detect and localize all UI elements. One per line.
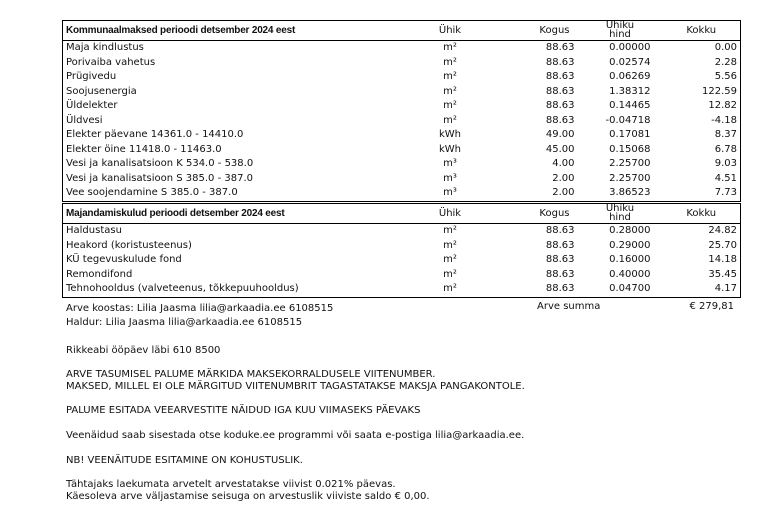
row-total: 12.82 [708, 100, 737, 111]
notice-returned-payments: MAKSED, MILLEL EI OLE MÄRGITUD VIITENUMBRIT TAGASTATAKSE MAKSJA PANGAKONTOLE. [66, 381, 525, 392]
row-name: Heakord (koristusteenus) [66, 239, 192, 251]
row-price: 0.29000 [609, 239, 651, 251]
row-unit: m² [443, 85, 457, 97]
row-total: 9.03 [714, 158, 737, 169]
row-total: 2.28 [714, 56, 737, 68]
row-qty: 88.63 [545, 225, 575, 236]
row-unit: m² [443, 100, 457, 111]
row-name: Elekter päevane 14361.0 - 14410.0 [66, 129, 244, 140]
row-total: 7.73 [714, 187, 737, 198]
row-unit: m² [443, 114, 457, 126]
qty-header: Kogus [493, 204, 578, 224]
row-total: 8.37 [714, 129, 737, 140]
row-price: 1.38312 [609, 85, 651, 97]
row-name: Vesi ja kanalisatsioon K 534.0 - 538.0 [66, 158, 254, 169]
qty-header: Kogus [493, 21, 578, 41]
row-qty: 88.63 [545, 239, 575, 251]
row-total: 6.78 [714, 143, 737, 155]
price-header [578, 21, 663, 41]
management-table [62, 203, 741, 298]
row-total: 4.17 [714, 283, 737, 294]
management-table-title: Majandamiskulud perioodi detsember 2024 eest [63, 204, 408, 224]
row-qty: 49.00 [545, 129, 575, 140]
notice-meter-submission: Veenäidud saab sisestada otse koduke.ee programmi või saata e-postiga lilia@arkaadia.ee. [66, 430, 525, 441]
unit-header: Ühik [408, 204, 493, 224]
row-total: 35.45 [708, 268, 737, 280]
row-name: Vesi ja kanalisatsioon S 385.0 - 387.0 [66, 172, 253, 184]
row-unit: m² [443, 42, 457, 53]
row-price: 0.15068 [609, 143, 651, 155]
row-qty: 88.63 [545, 85, 575, 97]
row-qty: 2.00 [552, 187, 575, 198]
utilities-table-title: Kommunaalmaksed perioodi detsember 2024 eest [63, 21, 408, 41]
row-price: 3.86523 [609, 187, 651, 198]
invoice-sum-value: € 279,81 [689, 301, 734, 312]
manager: Haldur: Lilia Jaasma lilia@arkaadia.ee 6108515 [66, 317, 303, 328]
row-name: Haldustasu [66, 225, 122, 236]
row-price: 0.00000 [609, 42, 651, 53]
row-name: Soojusenergia [66, 85, 137, 97]
price-header [578, 204, 663, 224]
table-row [63, 99, 741, 114]
table-row [63, 114, 741, 129]
row-unit: kWh [438, 143, 462, 155]
row-unit: m² [443, 283, 457, 294]
table-row [63, 128, 741, 143]
row-qty: 88.63 [545, 283, 575, 294]
compiled-by: Arve koostas: Lilia Jaasma lilia@arkaadia.ee 6108515 [66, 303, 334, 314]
row-qty: 88.63 [545, 100, 575, 111]
table-row [63, 224, 741, 239]
notice-meter-readings: PALUME ESITADA VEEARVESTITE NÄIDUD IGA KUU VIIMASEKS PÄEVAKS [66, 405, 421, 416]
row-qty: 2.00 [552, 172, 575, 184]
row-total: -4.18 [711, 114, 737, 126]
table-row [63, 70, 741, 85]
utilities-table [62, 20, 741, 202]
row-total: 0.00 [714, 42, 737, 53]
row-price: 0.40000 [609, 268, 651, 280]
table-row [63, 172, 741, 187]
row-qty: 88.63 [545, 42, 575, 53]
row-total: 14.18 [708, 254, 737, 265]
row-qty: 88.63 [545, 268, 575, 280]
row-price: 2.25700 [609, 172, 651, 184]
row-name: Vee soojendamine S 385.0 - 387.0 [66, 187, 238, 198]
unit-header: Ühik [408, 21, 493, 41]
utilities-table-header [63, 21, 741, 41]
row-price: 0.17081 [609, 129, 651, 140]
row-name: Maja kindlustus [66, 42, 144, 53]
row-unit: m² [443, 71, 457, 82]
row-price: 0.16000 [609, 254, 651, 265]
row-price: 0.02574 [609, 56, 651, 68]
row-qty: 88.63 [545, 114, 575, 126]
row-price: 2.25700 [609, 158, 651, 169]
table-row [63, 143, 741, 158]
row-unit: m³ [443, 187, 457, 198]
row-qty: 88.63 [545, 56, 575, 68]
management-table-header [63, 204, 741, 224]
row-total: 25.70 [708, 239, 737, 251]
row-unit: m² [443, 268, 457, 280]
row-total: 5.56 [714, 71, 737, 82]
row-qty: 88.63 [545, 71, 575, 82]
price-header-line2: hind [609, 29, 631, 40]
row-name: Üldvesi [66, 114, 103, 126]
row-price: 0.28000 [609, 225, 651, 236]
table-row [63, 56, 741, 71]
notice-mandatory: NB! VEENÄITUDE ESITAMINE ON KOHUSTUSLIK. [66, 455, 303, 466]
row-unit: m² [443, 239, 457, 251]
row-name: Elekter öine 11418.0 - 11463.0 [66, 143, 222, 155]
row-unit: m² [443, 225, 457, 236]
notice-late-interest: Tähtajaks laekumata arvetelt arvestatakse viivist 0.021% päevas. [66, 479, 396, 490]
hotline: Rikkeabi ööpäev läbi 610 8500 [66, 345, 221, 356]
total-header: Kokku [663, 21, 741, 41]
row-qty: 4.00 [552, 158, 575, 169]
invoice-sum-label: Arve summa [537, 301, 601, 312]
total-header: Kokku [663, 204, 741, 224]
table-row [63, 253, 741, 268]
row-total: 4.51 [714, 172, 737, 184]
row-price: -0.04718 [605, 114, 651, 126]
row-price: 0.06269 [609, 71, 651, 82]
table-row [63, 186, 741, 201]
row-unit: kWh [438, 129, 462, 140]
table-row [63, 239, 741, 254]
table-row [63, 41, 741, 56]
table-row [63, 282, 741, 297]
notice-interest-balance: Käesoleva arve väljastamise seisuga on arvestuslik viiviste saldo € 0,00. [66, 491, 430, 502]
row-unit: m³ [443, 158, 457, 169]
row-name: Tehnohooldus (valveteenus, tõkkepuuhooldus) [66, 283, 299, 294]
row-unit: m² [443, 56, 457, 68]
notice-reference-number: ARVE TASUMISEL PALUME MÄRKIDA MAKSEKORRALDUSELE VIITENUMBER. [66, 369, 436, 380]
row-name: Remondifond [66, 268, 133, 280]
row-unit: m³ [443, 172, 457, 184]
row-name: Prügivedu [66, 71, 117, 82]
price-header-line1: Ühiku [605, 203, 635, 214]
price-header-line1: Ühiku [605, 20, 635, 31]
row-name: Üldelekter [66, 100, 118, 111]
table-row [63, 85, 741, 100]
row-total: 24.82 [708, 225, 737, 236]
row-unit: m² [443, 254, 457, 265]
row-price: 0.04700 [609, 283, 651, 294]
table-row [63, 157, 741, 172]
row-qty: 45.00 [545, 143, 575, 155]
table-row [63, 268, 741, 283]
row-name: Porivaiba vahetus [66, 56, 156, 68]
row-name: KÜ tegevuskulude fond [66, 254, 182, 265]
price-header-line2: hind [609, 212, 631, 223]
row-price: 0.14465 [609, 100, 651, 111]
row-total: 122.59 [702, 85, 737, 97]
row-qty: 88.63 [545, 254, 575, 265]
